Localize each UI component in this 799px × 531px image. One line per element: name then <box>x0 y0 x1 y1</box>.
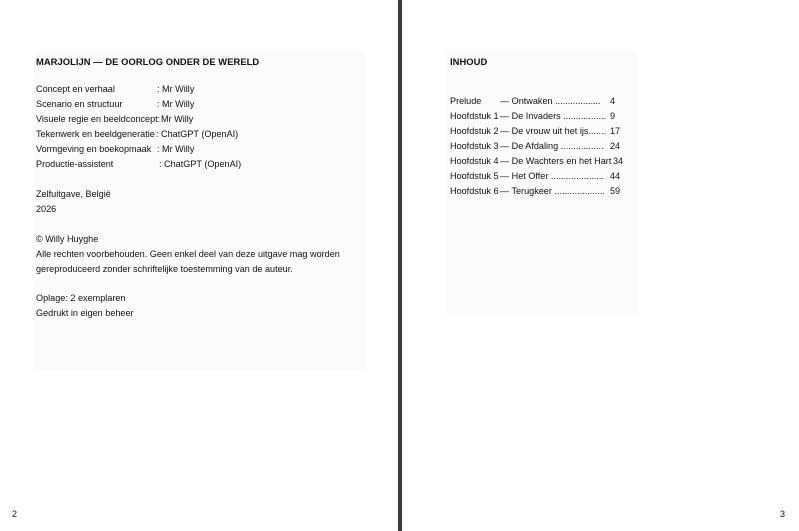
page-number-right: 3 <box>780 509 786 519</box>
credit-role: Scenario en structuur <box>36 99 123 109</box>
edition-text: Oplage: 2 exemplaren <box>36 293 126 303</box>
toc-page: 59 <box>610 186 621 196</box>
credit-role: Vormgeving en boekopmaak <box>36 144 152 154</box>
toc-chapter-title: — Het Offer ..................... <box>500 171 604 181</box>
printing-text: Gedrukt in eigen beheer <box>36 308 134 318</box>
publication-text: Zelfuitgave, België <box>36 189 111 199</box>
toc-chapter-title: — De vrouw uit het ijs....... <box>500 126 607 136</box>
credit-name: Mr Willy <box>161 114 194 124</box>
toc-label: Hoofdstuk 2 <box>450 126 499 136</box>
book-title: MARJOLIJN — DE OORLOG ONDER DE WERELD <box>36 56 260 67</box>
rights-text-line1: Alle rechten voorbehouden. Geen enkel deel van deze uitgave mag worden <box>36 249 340 259</box>
credit-name: : Mr Willy <box>157 144 195 154</box>
credit-name: : ChatGPT (OpenAI) <box>156 129 239 139</box>
toc-title: INHOUD <box>450 56 488 67</box>
toc-label: Hoofdstuk 4 <box>450 156 499 166</box>
copyright-text: © Willy Huyghe <box>36 234 99 244</box>
toc-page: 9 <box>610 111 616 121</box>
left-page <box>0 0 398 531</box>
toc-label: Prelude <box>450 96 482 106</box>
toc-chapter-title: — De Afdaling ................. <box>500 141 604 151</box>
credit-name: : ChatGPT (OpenAI) <box>159 159 242 169</box>
left-text-area <box>34 50 366 370</box>
credit-role: Concept en verhaal <box>36 84 115 94</box>
toc-page: 24 <box>610 141 621 151</box>
toc-chapter-title: — Terugkeer .................... <box>500 186 605 196</box>
toc-label: Hoofdstuk 6 <box>450 186 499 196</box>
toc-page: 4 <box>610 96 616 106</box>
toc-page: 17 <box>610 126 621 136</box>
credit-name: : Mr Willy <box>157 84 195 94</box>
toc-chapter-title: — De Invaders ................. <box>500 111 607 121</box>
toc-label: Hoofdstuk 1 <box>450 111 499 121</box>
credit-role: Tekenwerk en beeldgeneratie <box>36 129 155 139</box>
toc-chapter-title: — Ontwaken .................. <box>500 96 601 106</box>
right-text-area <box>446 50 638 316</box>
year-text: 2026 <box>36 204 57 214</box>
toc-label: Hoofdstuk 3 <box>450 141 499 151</box>
rights-text-line2: gereproduceerd zonder schriftelijke toestemming van de auteur. <box>36 264 293 274</box>
toc-chapter-title: — De Wachters en het Hart <box>500 156 612 166</box>
credit-role: Visuele regie en beeldconcept: <box>36 114 161 124</box>
credit-name: : Mr Willy <box>157 99 195 109</box>
toc-label: Hoofdstuk 5 <box>450 171 499 181</box>
credit-role: Productie-assistent <box>36 159 114 169</box>
toc-page: 44 <box>610 171 621 181</box>
toc-page: 34 <box>613 156 624 166</box>
page-number-left: 2 <box>12 509 18 519</box>
